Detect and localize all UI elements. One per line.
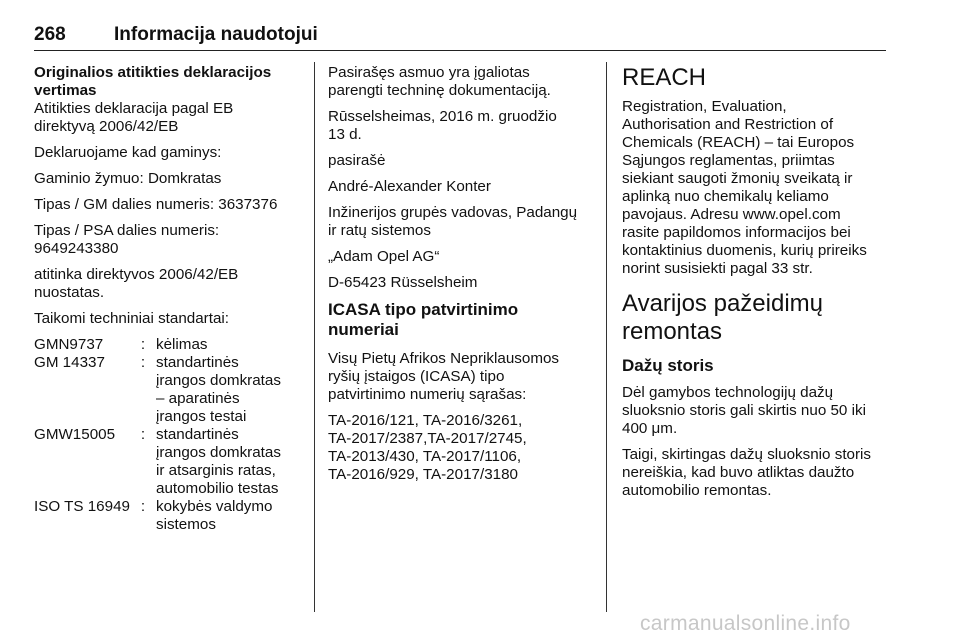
column-divider	[314, 62, 315, 612]
standard-separator: :	[140, 498, 146, 515]
paragraph: Gaminio žymuo: Domkratas	[34, 170, 222, 187]
paragraph: pasirašė	[328, 152, 386, 169]
standard-description: standartinės įrangos domkratas – aparatinės įrangos testai	[156, 354, 281, 425]
standard-code: GMW15005	[34, 426, 116, 443]
column-declaration	[34, 64, 299, 534]
table-row	[34, 336, 281, 354]
standard-separator: :	[140, 336, 146, 353]
reach-heading: REACH	[622, 64, 707, 91]
table-row	[34, 354, 281, 426]
page-title: Informacija naudotojui	[114, 24, 318, 45]
standards-table	[34, 336, 281, 534]
paragraph: Tipas / GM dalies numeris: 3637376	[34, 196, 278, 213]
table-row	[34, 498, 281, 534]
damage-repair-heading: Avarijos pažeidimų remontas	[622, 290, 823, 345]
paragraph: Taikomi techniniai standartai:	[34, 310, 230, 327]
declaration-heading: Originalios atitikties deklaracijos vertimas	[34, 64, 272, 99]
page-header	[34, 14, 886, 51]
paragraph: Rūsselsheimas, 2016 m. gruodžio 13 d.	[328, 108, 557, 143]
standard-description: kokybės valdymo sistemos	[156, 498, 273, 533]
icasa-numbers: TA-2016/121, TA-2016/3261, TA-2017/2387,TA-2017/2745, TA-2013/430, TA-2017/1106, TA-2016/929, TA-2017/3180	[328, 412, 527, 483]
paint-thickness-heading: Dažų storis	[622, 356, 714, 375]
paragraph: Tipas / PSA dalies numeris: 9649243380	[34, 222, 220, 257]
paragraph: atitinka direktyvos 2006/42/EB nuostatas.	[34, 266, 239, 301]
paragraph: Dėl gamybos technologijų dažų sluoksnio storis gali skirtis nuo 50 iki 400 μm.	[622, 384, 866, 437]
standard-description: standartinės įrangos domkratas ir atsarginis ratas, automobilio testas	[156, 426, 281, 497]
icasa-heading: ICASA tipo patvirtinimo numeriai	[328, 300, 519, 339]
reach-paragraph: Registration, Evaluation, Authorisation and Restriction of Chemicals (REACH) – tai Europos Sąjungos reglamentas, priimtas siekiant saugoti žmonių sveikatą ir aplinką nuo chemikalų keliamo pavojaus. Adresu www.opel.com rasite papildomos informacijos bei kontaktinius duomenis, kurių prireiks norint susisiekti pagal 33 str.	[622, 98, 867, 277]
standard-separator: :	[140, 426, 146, 443]
paragraph: Deklaruojame kad gaminys:	[34, 144, 222, 161]
paragraph: Taigi, skirtingas dažų sluoksnio storis nereiškia, kad buvo atliktas daužto automobilio remontas.	[622, 446, 872, 499]
standard-separator: :	[140, 354, 146, 371]
paragraph: D-65423 Rüsselsheim	[328, 274, 478, 291]
paragraph: Atitikties deklaracija pagal EB direktyvą 2006/42/EB	[34, 100, 234, 135]
table-row	[34, 426, 281, 498]
watermark: carmanualsonline.info	[640, 612, 851, 635]
standard-code: ISO TS 16949	[34, 498, 130, 515]
paragraph: André-Alexander Konter	[328, 178, 491, 195]
column-reach	[622, 64, 890, 508]
standard-description: kėlimas	[156, 336, 208, 353]
standard-code: GM 14337	[34, 354, 105, 371]
paragraph: „Adam Opel AG“	[328, 248, 440, 265]
column-signature	[328, 64, 590, 492]
page-number: 268	[34, 24, 66, 45]
paragraph: Inžinerijos grupės vadovas, Padangų ir ratų sistemos	[328, 204, 578, 239]
column-divider	[606, 62, 607, 612]
paragraph: Pasirašęs asmuo yra įgaliotas parengti techninę dokumentaciją.	[328, 64, 551, 99]
standard-code: GMN9737	[34, 336, 104, 353]
paragraph: Visų Pietų Afrikos Nepriklausomos ryšių įstaigos (ICASA) tipo patvirtinimo numerių sąrašas:	[328, 350, 560, 403]
